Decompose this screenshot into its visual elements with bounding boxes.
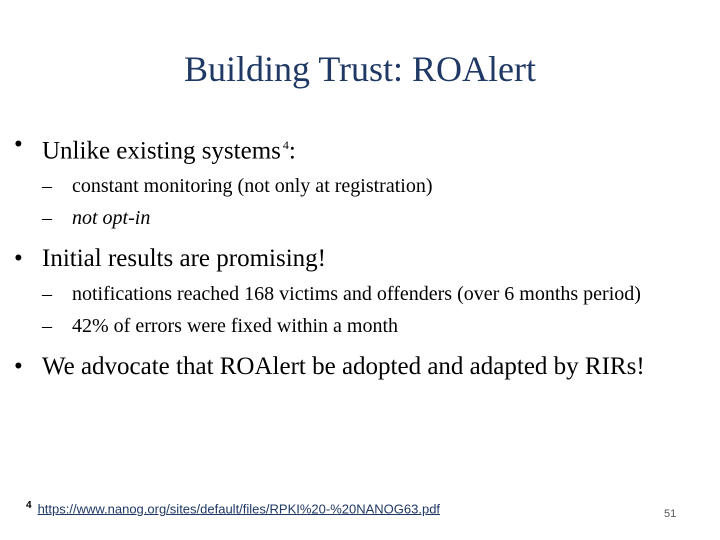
bullet-1-tail: :	[288, 137, 296, 165]
dash-marker: –	[42, 175, 52, 198]
footnote-ref: 4	[282, 138, 289, 152]
sub-bullet-text: not opt-in	[72, 207, 151, 230]
bullet-1-text: Unlike existing systems	[42, 137, 281, 165]
sub-bullet-text: 42% of errors were fixed within a month	[72, 315, 399, 338]
slide-title: Building Trust: ROAlert	[183, 49, 537, 89]
page-number: 51	[664, 508, 677, 520]
sub-bullet-text: notifications reached 168 victims and offenders (over 6 months period)	[72, 283, 641, 306]
sub-bullet-2-1	[42, 282, 672, 306]
sub-bullet-text: constant monitoring (not only at registration)	[72, 175, 433, 198]
bullet-marker: •	[14, 131, 23, 158]
slide-content	[14, 130, 704, 390]
bullet-2	[14, 244, 704, 274]
sub-bullet-1-1	[42, 174, 672, 198]
dash-marker: –	[42, 207, 52, 230]
dash-marker: –	[42, 283, 52, 306]
bullet-marker: •	[14, 353, 23, 381]
bullet-marker: •	[14, 245, 23, 273]
footnote-link[interactable]: https://www.nanog.org/sites/default/files/RPKI%20-%20NANOG63.pdf	[37, 501, 441, 517]
bullet-3	[14, 352, 702, 382]
footnote-marker: 4	[26, 500, 32, 511]
dash-marker: –	[42, 315, 52, 338]
footnote	[26, 500, 440, 516]
sub-bullet-2-2	[42, 314, 672, 338]
bullet-2-text: Initial results are promising!	[42, 245, 326, 273]
bullet-1	[14, 130, 704, 166]
bullet-3-text: We advocate that ROAlert be adopted and adapted by RIRs!	[42, 353, 645, 381]
sub-bullet-1-2	[42, 206, 672, 230]
